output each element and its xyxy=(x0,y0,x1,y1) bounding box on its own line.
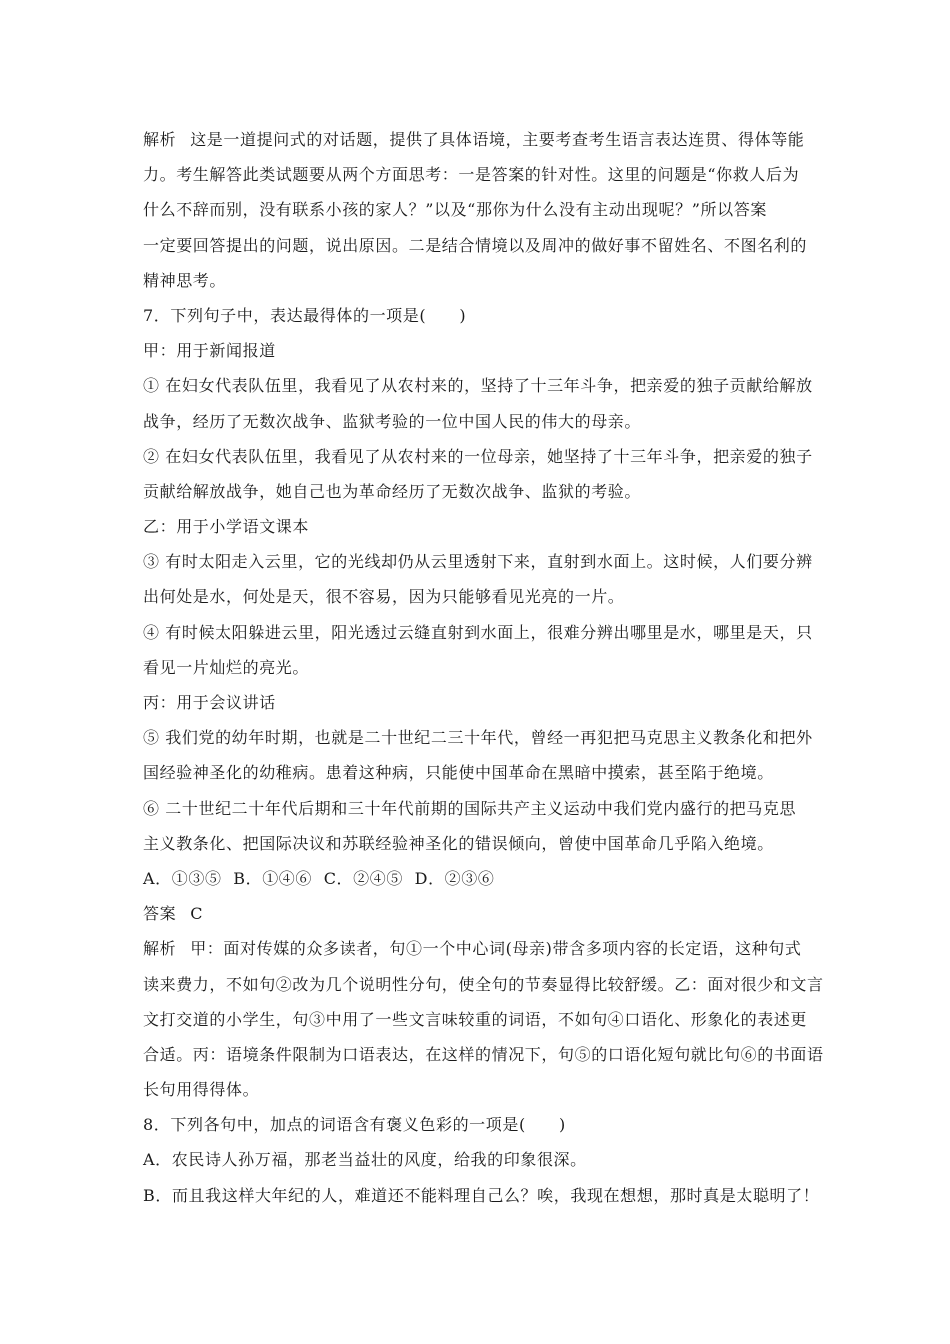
analysis-6-line-1 xyxy=(143,122,811,157)
sentence-2-line-2: 贡献给解放战争，她自己也为革命经历了无数次战争、监狱的考验。 xyxy=(143,481,642,501)
analysis-6-line-4: 一定要回答提出的问题，说出原因。二是结合情境以及周冲的做好事不留姓名、不图名利的 xyxy=(143,235,808,255)
option-a: A．①③⑤ xyxy=(143,868,222,888)
option-c: C．②④⑤ xyxy=(323,868,403,888)
analysis-7-line-5: 长句用得得体。 xyxy=(143,1080,260,1100)
analysis-6-line-2: 力。考生解答此类试题要从两个方面思考：一是答案的针对性。这里的问题是“你救人后为 xyxy=(143,165,800,185)
analysis-text: 甲：面对传媒的众多读者，句①一个中心词(母亲)带含多项内容的长定语，这种句式 xyxy=(190,939,802,959)
sentence-3-line-2: 出何处是水，何处是天，很不容易，因为只能够看见光亮的一片。 xyxy=(143,587,625,607)
sentence-5-line-2: 国经验神圣化的幼稚病。患着这种病，只能使中国革命在黑暗中摸索，甚至陷于绝境。 xyxy=(143,763,774,783)
sentence-6-line-2: 主义教条化、把国际决议和苏联经验神圣化的错误倾向，曾使中国革命几乎陷入绝境。 xyxy=(143,833,774,853)
analysis-7-line-2: 读来费力，不如句②改为几个说明性分句，使全句的节奏显得比较舒缓。乙：面对很少和文言 xyxy=(143,974,824,994)
analysis-label: 解析 xyxy=(143,939,177,959)
option-b: B．①④⑥ xyxy=(233,868,313,888)
question-8-option-b: B．而且我这样大年纪的人，难道还不能料理自己么？唉，我现在想想，那时真是太聪明了！ xyxy=(143,1185,820,1205)
analysis-text: 这是一道提问式的对话题，提供了具体语境，主要考查考生语言表达连贯、得体等能 xyxy=(190,130,805,149)
question-7-answer xyxy=(143,896,811,931)
answer-label: 答案 xyxy=(143,904,177,924)
option-d: D．②③⑥ xyxy=(414,868,495,888)
question-7-bing-title: 丙：用于会议讲话 xyxy=(143,693,276,712)
analysis-6-line-5: 精神思考。 xyxy=(143,270,227,290)
sentence-1-line-1: ① 在妇女代表队伍里，我看见了从农村来的，坚持了十三年斗争，把亲爱的独子贡献给解放 xyxy=(143,376,813,396)
analysis-label: 解析 xyxy=(143,130,177,149)
question-7-stem: 7．下列句子中，表达最得体的一项是( ) xyxy=(143,305,467,325)
sentence-1-line-2: 战争，经历了无数次战争、监狱考验的一位中国人民的伟大的母亲。 xyxy=(143,411,642,431)
question-8-stem: 8．下列各句中，加点的词语含有褒义色彩的一项是( ) xyxy=(143,1115,566,1135)
analysis-6-line-3: 什么不辞而别，没有联系小孩的家人？”以及“那你为什么没有主动出现呢？”所以答案 xyxy=(143,200,767,220)
sentence-6-line-1: ⑥ 二十世纪二十年代后期和三十年代前期的国际共产主义运动中我们党内盛行的把马克思 xyxy=(143,798,797,818)
analysis-7-line-1 xyxy=(143,931,811,966)
document-page xyxy=(143,122,824,1213)
answer-value: C xyxy=(190,904,204,924)
question-7-jia-title: 甲：用于新闻报道 xyxy=(143,341,276,361)
question-7-yi-title: 乙：用于小学语文课本 xyxy=(143,517,310,537)
question-7-options xyxy=(143,861,811,896)
analysis-7-line-4: 合适。丙：语境条件限制为口语表达，在这样的情况下，句⑤的口语化短句就比句⑥的书面语 xyxy=(143,1044,824,1064)
sentence-4-line-2: 看见一片灿烂的亮光。 xyxy=(143,657,310,677)
question-8-option-a: A．农民诗人孙万福，那老当益壮的风度，给我的印象很深。 xyxy=(143,1150,587,1170)
analysis-7-line-3: 文打交道的小学生，句③中用了一些文言味较重的词语，不如句④口语化、形象化的表述更 xyxy=(143,1009,808,1029)
sentence-4-line-1: ④ 有时候太阳躲进云里，阳光透过云缝直射到水面上，很难分辨出哪里是水，哪里是天，只 xyxy=(143,622,813,642)
sentence-5-line-1: ⑤ 我们党的幼年时期，也就是二十世纪二三十年代，曾经一再犯把马克思主义教条化和把外 xyxy=(143,728,813,748)
sentence-3-line-1: ③ 有时太阳走入云里，它的光线却仍从云里透射下来，直射到水面上。这时候，人们要分辨 xyxy=(143,552,813,572)
sentence-2-line-1: ② 在妇女代表队伍里，我看见了从农村来的一位母亲，她坚持了十三年斗争，把亲爱的独子 xyxy=(143,446,813,466)
